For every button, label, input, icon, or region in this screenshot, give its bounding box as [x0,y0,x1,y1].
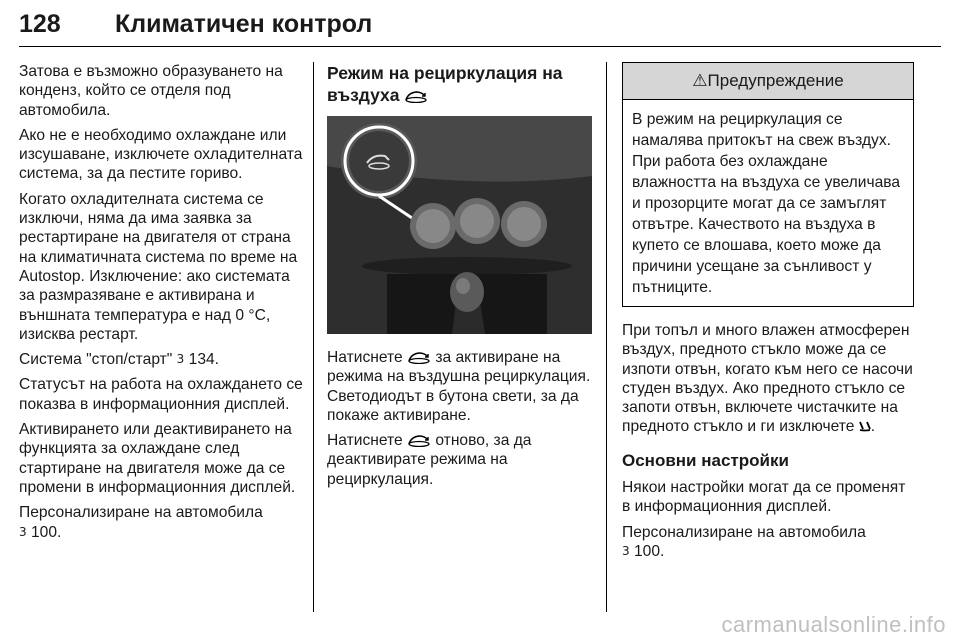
header-rule [19,46,941,47]
paragraph: Затова е възможно образуването на конденз, който се отделя под автомобила. [19,63,283,119]
warning-box [622,62,914,307]
column-right [622,62,914,567]
paragraph: Активирането или деактивирането на функцията за охлаждане след стартиране на двигателя може да се промени в информационния дисплей. [19,421,296,496]
column-divider [606,62,607,612]
text: за активиране на режима на въздушна рециркулация. Светодиодът в бутона свети, за да покаже активиране. [327,349,591,424]
page-reference-link[interactable]: 134. [188,351,220,369]
page-reference-link[interactable]: 100. [633,542,665,560]
section-heading [327,62,592,106]
reference-text: Система "стоп/старт" [19,351,173,369]
page-number: 128 [19,10,61,38]
text: отново, за да деактивирате режима на рециркулация. [327,432,532,488]
warning-title: Предупреждение [707,71,844,90]
air-recirculation-icon [407,433,431,447]
text: Натиснете [327,432,403,450]
paragraph: Някои настройки могат да се променят в информационния дисплей. [622,479,906,516]
page-header [19,0,941,44]
column-middle [327,62,592,495]
air-recirculation-icon [407,350,431,364]
warning-icon: ⚠ [692,71,708,90]
heading-text: Режим на рециркулация на въздуха [327,63,563,105]
watermark: carmanualsonline.info [721,612,946,637]
text: При топъл и много влажен атмосферен въздух, предното стъкло може да се изпоти отвън, когато към него се насочи студен въздух. Ако предното стъкло се запоти отвън, включете чистачките на предното стъкло и ги изключете [622,322,913,436]
personalization-reference [622,523,914,562]
column-divider [313,62,314,612]
paragraph: При топъл и много влажен атмосферен въздух, предното стъкло може да се изпоти отвън, когато към него се насочи студен въздух. Ако предното стъкло се запоти отвън, включете чистачките на предното стъкло и ги изключете . [622,322,913,436]
reference-arrow-icon: 3 [19,524,27,539]
reference-arrow-icon: 3 [176,352,185,367]
section-heading: Основни настройки [622,450,789,470]
warning-header [623,63,913,100]
paragraph [327,431,592,489]
reference-text: Персонализиране на автомобила [19,504,263,522]
air-recirculation-icon [404,89,428,103]
windscreen-wiper-icon [859,420,871,432]
reference-text: Персонализиране на автомобила [622,523,866,541]
text: Натиснете [327,349,403,366]
paragraph: Ако не е необходимо охлаждане или изсушаване, изключете охладителната система, за да пестите гориво. [19,126,303,183]
paragraph [327,348,592,425]
column-left [19,62,304,548]
paragraph: Статусът на работа на охлаждането се показва в информационния дисплей. [19,376,303,413]
climate-control-illustration [327,116,592,334]
reference-arrow-icon: 3 [622,543,630,558]
stop-start-reference [19,350,304,369]
page-reference-link[interactable]: 100. [30,523,62,541]
dashboard-photo [327,116,592,334]
page-title: Климатичен контрол [115,10,373,38]
warning-text: В режим на рециркулация се намалява притокът на свеж въздух. При работа без охлаждане влажността на въздуха се увеличава и прозорците могат да се замъглят отвътре. Качеството на въздуха в купето се влошава, което може да причини усещане за сънливост у пътниците. [632,111,901,296]
paragraph: Когато охладителната система се изключи, няма да има заявка за рестартиране на двигателя от страна на климатичната система по време на Autostop. Изключение: ако системата за размразяване е активирана и външната температура е над 0 °C, изисква рестарт. [19,190,298,343]
personalization-reference [19,503,304,542]
